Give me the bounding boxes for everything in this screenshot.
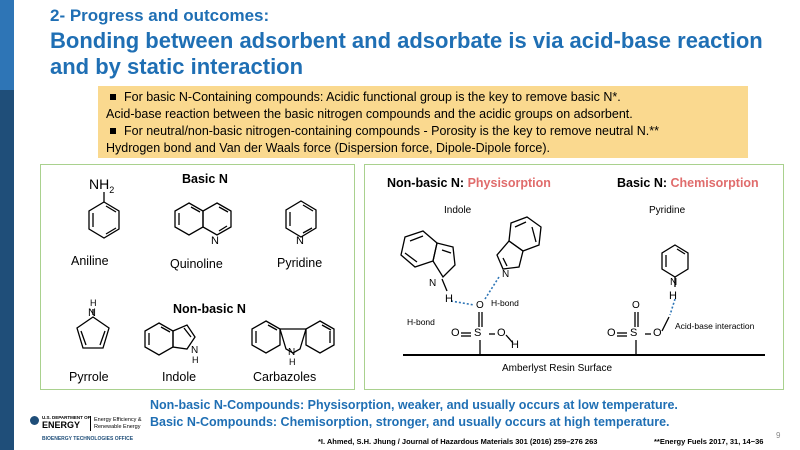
mechanism-panel bbox=[364, 164, 784, 390]
info-line-2: Acid-base reaction between the basic nitrogen compounds and the acidic groups on adsorbent. bbox=[106, 107, 633, 121]
logo-divider bbox=[90, 416, 91, 431]
aniline-nh2-label: $NH_2$ bbox=[89, 176, 115, 195]
indole2-n-atom: N bbox=[502, 269, 510, 280]
carbazole-h-atom: H bbox=[289, 357, 296, 367]
hbond-dotted-line-1 bbox=[451, 301, 474, 305]
nonbasic-physisorption-title: Non-basic N: Physisorption bbox=[387, 176, 551, 190]
o-atom-1: O bbox=[476, 300, 484, 311]
s-atom-left: S bbox=[474, 327, 482, 339]
surface-label: Amberlyst Resin Surface bbox=[502, 363, 613, 374]
indole-n-atom: N bbox=[191, 345, 199, 356]
footer-nonbasic-line: Non-basic N-Compounds: Physisorption, weaker, and usually occurs at low temperature. bbox=[150, 398, 678, 412]
o-atom-4: O bbox=[632, 300, 640, 311]
quinoline-ring-b bbox=[203, 203, 231, 235]
indole1-n-atom: N bbox=[429, 278, 437, 289]
office-line-2: Renewable Energy bbox=[94, 424, 141, 430]
indole2-pyrrole-ring bbox=[497, 241, 523, 269]
pyridine-n-atom-r: N bbox=[670, 277, 678, 288]
office-line-1: Energy Efficiency & bbox=[94, 417, 142, 423]
info-line-3: For neutral/non-basic nitrogen-containing compounds - Porosity is the key to remove neutral N.** bbox=[106, 123, 740, 140]
info-line-1: For basic N-Containing compounds: Acidic functional group is the key to remove basic N*. bbox=[106, 89, 740, 106]
compound-structures bbox=[41, 165, 356, 391]
pyrrole-label: Pyrrole bbox=[69, 370, 109, 384]
pyridine-n-atom: N bbox=[296, 235, 304, 247]
slide-title: Bonding between adsorbent and adsorbate is via acid-base reaction and by static interaction bbox=[50, 28, 763, 79]
carbazoles-label: Carbazoles bbox=[253, 370, 317, 384]
quinoline-label: Quinoline bbox=[170, 257, 223, 271]
indole1-pyrrole-ring bbox=[433, 243, 455, 277]
quinoline-n-atom: N bbox=[211, 235, 219, 247]
o-atom-3: O bbox=[497, 327, 506, 339]
aniline-label: Aniline bbox=[71, 254, 109, 268]
doe-logo bbox=[30, 415, 148, 445]
doe-energy: ENERGY bbox=[42, 420, 81, 430]
hbond-dotted-line-2 bbox=[485, 277, 499, 299]
bto-label: BIOENERGY TECHNOLOGIES OFFICE bbox=[42, 436, 134, 442]
h-atom-acid: H bbox=[511, 339, 519, 351]
page-number: 9 bbox=[776, 431, 781, 440]
reference-1: *I. Ahmed, S.H. Jhung / Journal of Hazardous Materials 301 (2016) 259–276 263 bbox=[318, 437, 598, 446]
info-box bbox=[98, 86, 748, 158]
carbazole-n-atom: N bbox=[288, 347, 296, 358]
doe-dept: U.S. DEPARTMENT OF bbox=[42, 415, 91, 420]
nonbasic-n-heading: Non-basic N bbox=[173, 302, 246, 316]
o-atom-6: O bbox=[653, 327, 662, 339]
compounds-panel bbox=[40, 164, 355, 390]
indole-label: Indole bbox=[162, 370, 197, 384]
o-atom-2: O bbox=[451, 327, 460, 339]
indole-h-atom: H bbox=[192, 355, 199, 365]
footer-basic-line: Basic N-Compounds: Chemisorption, stronger, and usually occurs at high temperature. bbox=[150, 415, 670, 429]
mechanism-diagram bbox=[365, 165, 785, 391]
basic-chemisorption-title: Basic N: Chemisorption bbox=[617, 176, 759, 190]
pyrrole-h-atom: H bbox=[90, 298, 97, 308]
bullet-icon bbox=[110, 128, 116, 134]
pyridine-label-r: Pyridine bbox=[649, 205, 686, 216]
reference-2: **Energy Fuels 2017, 31, 14−36 bbox=[654, 437, 764, 446]
indole1-benzene-ring bbox=[401, 231, 437, 267]
o-atom-5: O bbox=[607, 327, 616, 339]
hbond-label-2: H-bond bbox=[491, 298, 519, 308]
basic-n-heading: Basic N bbox=[182, 172, 228, 186]
hbond-label-1: H-bond bbox=[407, 317, 435, 327]
slide-subtitle: 2- Progress and outcomes: bbox=[50, 6, 270, 25]
indole-label-r: Indole bbox=[444, 205, 472, 216]
slide-sidebar-accent bbox=[0, 0, 14, 90]
pyrrole-n-atom: N bbox=[88, 307, 96, 319]
h-atom-right: H bbox=[669, 290, 677, 302]
info-line-4: Hydrogen bond and Van der Waals force (Dispersion force, Dipole-Dipole force). bbox=[106, 141, 550, 155]
h-atom-left: H bbox=[445, 293, 453, 305]
acid-base-label: Acid-base interaction bbox=[675, 321, 755, 331]
s-atom-right: S bbox=[630, 327, 638, 339]
pyridine-label: Pyridine bbox=[277, 256, 323, 270]
bullet-icon bbox=[110, 94, 116, 100]
doe-seal-icon bbox=[30, 416, 39, 425]
